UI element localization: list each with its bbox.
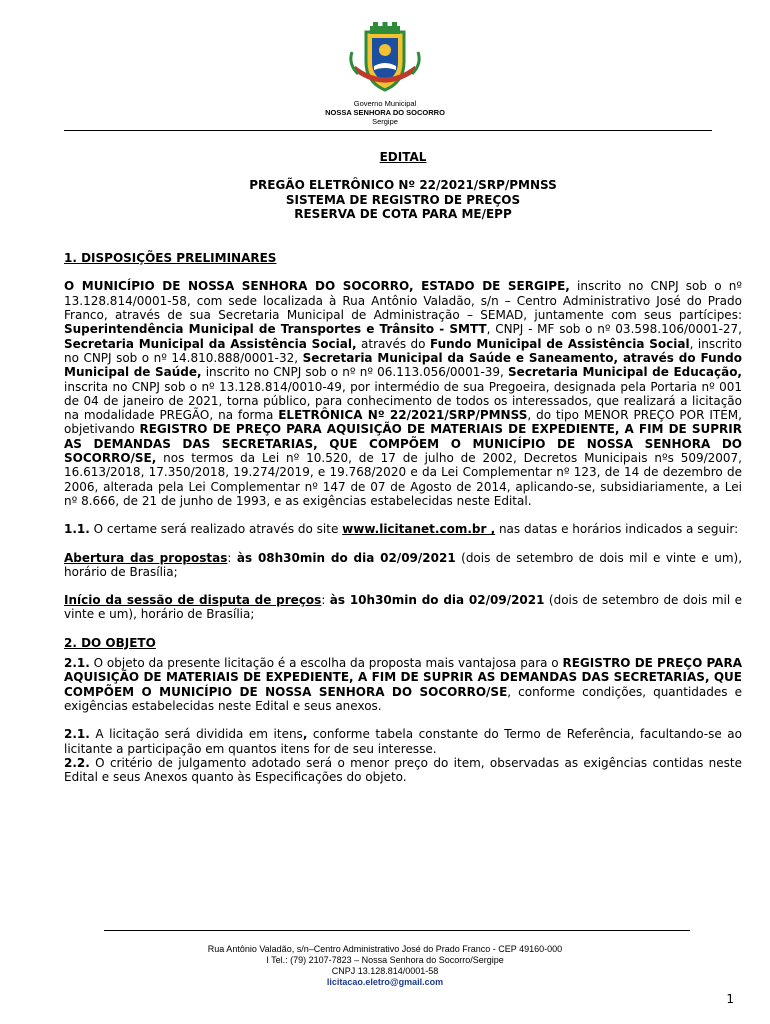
text: nas datas e horários indicados a seguir: bbox=[495, 522, 739, 537]
label: Início da sessão de disputa de preços bbox=[64, 593, 322, 608]
footer-phone: I Tel.: (79) 2107-7823 – Nossa Senhora do Socorro/Sergipe bbox=[266, 955, 504, 965]
text: , inscrito no CNPJ sob o nº 14.810.888/0001-32, bbox=[64, 336, 743, 365]
clause-number: 2.1. bbox=[64, 656, 90, 671]
section-1-heading: 1. DISPOSIÇÕES PRELIMINARES bbox=[64, 251, 277, 266]
strong-text: Superintendência Municipal de Transportes e Trânsito - SMTT bbox=[64, 322, 487, 337]
title-line-3: RESERVA DE COTA PARA ME/EPP bbox=[294, 206, 512, 221]
footer-email-link[interactable]: licitacao.eletro@gmail.com bbox=[326, 977, 444, 987]
text: inscrita no CNPJ sob o nº 13.128.814/0010-49, por intermédio de sua Pregoeira, designada pela Portaria nº 001 de 04 de janeiro de 2021, torna público, para conhecimento de todos os interessados, que realizará a licitação na modalidade PREGÃO, na forma bbox=[64, 379, 742, 423]
page-number: 1 bbox=[726, 992, 734, 1006]
strong-text: REGISTRO DE PREÇO PARA AQUISIÇÃO DE MATERIAIS DE EXPEDIENTE, A FIM DE SUPRIR AS DEMANDAS DAS SECRETARIAS, QUE COMPÕEM O MUNICÍPIO DE NOSSA SENHORA DO SOCORRO/SE, bbox=[64, 422, 742, 466]
text: inscrito no CNPJ sob o nº nº 06.113.056/0001-39, bbox=[201, 365, 509, 380]
footer-address: Rua Antônio Valadão, s/n–Centro Administrativo José do Prado Franco - CEP 49160-000 bbox=[207, 944, 563, 954]
gov-line-1: Governo Municipal bbox=[353, 99, 417, 108]
dispute-session-start bbox=[64, 593, 742, 622]
clause-2-1 bbox=[64, 656, 742, 713]
municipal-crest-icon bbox=[346, 22, 424, 94]
text: (dois de setembro de dois mil e vinte e um), horário de Brasília; bbox=[64, 550, 743, 579]
clause-number: 1.1. bbox=[64, 522, 90, 537]
datetime: às 10h30min do dia 02/09/2021 bbox=[329, 593, 545, 608]
strong-text: Fundo Municipal de Assistência Social bbox=[429, 336, 690, 351]
title-line-1: PREGÃO ELETRÔNICO Nº 22/2021/SRP/PMNSS bbox=[249, 178, 557, 193]
text: nos termos da Lei nº 10.520, de 17 de julho de 2002, Decretos Municipais nºs 509/2007, 16.613/2018, 17.350/2018, 19.274/2019, e 19.768/2020 e da Lei Complementar nº 123, de 14 de dezembro de 2006, alterada pela Lei Complementar nº 147 de 07 de Agosto de 2014, aplicando-se, subsidiariamente, a Lei nº 8.666, de 21 de junho de 1993, e as exigências estabelecidas neste Edital. bbox=[64, 451, 742, 508]
opening-of-proposals bbox=[64, 551, 742, 580]
letterhead bbox=[0, 22, 770, 126]
clause-2-2 bbox=[64, 756, 742, 785]
strong-text: Secretaria Municipal de Educação, bbox=[508, 365, 742, 380]
footer-divider bbox=[104, 930, 690, 931]
site-link[interactable]: www.licitanet.com.br , bbox=[342, 522, 496, 537]
text: , CNPJ - MF sob o nº 03.598.106/0001-27, bbox=[486, 322, 742, 337]
strong-text: ELETRÔNICA Nº 22/2021/SRP/PMNSS bbox=[278, 408, 528, 423]
strong-text: Secretaria Municipal da Saúde e Saneamento, através do Fundo Municipal de Saúde, bbox=[64, 350, 742, 380]
edital-title: EDITAL bbox=[379, 150, 427, 164]
text: A licitação será dividida em itens bbox=[89, 727, 303, 742]
title-line-2: SISTEMA DE REGISTRO DE PREÇOS bbox=[285, 192, 521, 207]
clause-number: 2.2. bbox=[64, 755, 90, 770]
strong-text: , bbox=[302, 727, 308, 742]
clause-2-1-items bbox=[64, 727, 742, 756]
text: conforme tabela constante do Termo de Referência, facultando-se ao licitante a participação em quantos itens for de seu interesse. bbox=[64, 727, 742, 756]
datetime: às 08h30min do dia 02/09/2021 bbox=[236, 550, 456, 565]
clause-1-1 bbox=[64, 522, 742, 536]
text: através do bbox=[356, 336, 430, 351]
separator: : bbox=[227, 550, 237, 565]
text: , conforme condições, quantidades e exigências estabelecidas neste Edital e seus anexos. bbox=[64, 684, 742, 713]
strong-text: Secretaria Municipal da Assistência Social, bbox=[64, 336, 357, 351]
text: O critério de julgamento adotado será o menor preço do item, observadas as exigências contidas neste Edital e seus Anexos quanto às Especificações do objeto. bbox=[64, 755, 742, 785]
title-block bbox=[64, 150, 742, 221]
footer bbox=[0, 944, 770, 988]
footer-cnpj: CNPJ 13.128.814/0001-58 bbox=[331, 966, 439, 976]
label: Abertura das propostas bbox=[64, 550, 228, 565]
text: (dois de setembro de dois mil e vinte e um), horário de Brasília; bbox=[64, 593, 742, 622]
text: O objeto da presente licitação é a escolha da proposta mais vantajosa para o bbox=[89, 656, 563, 671]
document-body bbox=[64, 150, 742, 784]
text: inscrito no CNPJ sob o nº 13.128.814/0001-58, com sede localizada à Rua Antônio Valadão, s/n – Centro Administrativo José do Prado Franco, através de sua Secretaria Municipal de Administração – SEMAD, juntamente com seus partícipes: bbox=[64, 279, 743, 323]
gov-line-3: Sergipe bbox=[372, 117, 398, 126]
strong-text: REGISTRO DE PREÇO PARA AQUISIÇÃO DE MATERIAIS DE EXPEDIENTE, A FIM DE SUPRIR AS DEMANDAS DAS SECRETARIAS, QUE COMPÕEM O MUNICÍPIO DE NOSSA SENHORA DO SOCORRO/SE bbox=[64, 656, 742, 699]
text: O certame será realizado através do site bbox=[89, 522, 343, 537]
section-1-paragraph bbox=[64, 279, 742, 508]
gov-line-2: NOSSA SENHORA DO SOCORRO bbox=[325, 108, 445, 117]
text: , do tipo MENOR PREÇO POR ITEM, objetivando bbox=[64, 408, 742, 437]
header-divider bbox=[64, 130, 712, 131]
separator: : bbox=[321, 593, 330, 608]
section-2-heading: 2. DO OBJETO bbox=[64, 635, 156, 650]
strong-text: O MUNICÍPIO DE NOSSA SENHORA DO SOCORRO, ESTADO DE SERGIPE, bbox=[64, 279, 570, 294]
clause-number: 2.1. bbox=[64, 727, 90, 742]
